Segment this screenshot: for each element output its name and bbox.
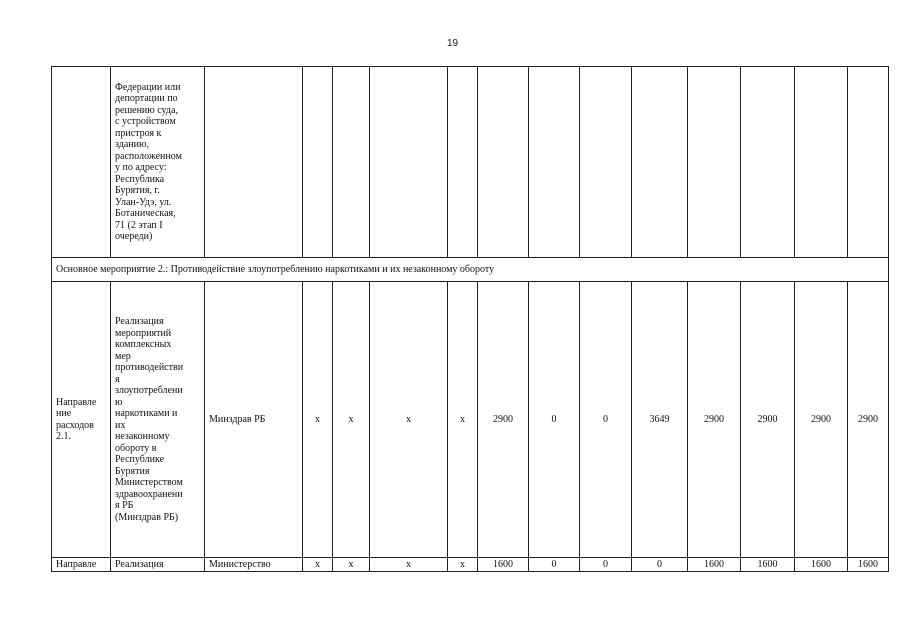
executor-cell: Министерство <box>205 558 303 572</box>
label-cell: Направле ние расходов 2.1. <box>52 282 111 558</box>
label-cell <box>52 67 111 258</box>
value-cell <box>795 67 848 258</box>
code-cell: х <box>333 282 370 558</box>
code-cell: х <box>333 558 370 572</box>
table-row-direction-next <box>52 558 889 572</box>
value-cell: 2900 <box>848 282 889 558</box>
value-cell: 1600 <box>741 558 795 572</box>
value-cell: 0 <box>580 282 632 558</box>
value-cell <box>478 67 529 258</box>
code-cell <box>448 67 478 258</box>
value-cell <box>741 67 795 258</box>
value-cell: 2900 <box>741 282 795 558</box>
value-cell: 1600 <box>688 558 741 572</box>
table-row-section <box>52 258 889 282</box>
code-cell: х <box>448 282 478 558</box>
value-cell: 1600 <box>848 558 889 572</box>
code-cell: х <box>303 558 333 572</box>
label-cell: Направле <box>52 558 111 572</box>
value-cell <box>848 67 889 258</box>
value-cell: 0 <box>580 558 632 572</box>
code-cell <box>303 67 333 258</box>
value-cell: 2900 <box>795 282 848 558</box>
description-cell: Реализация <box>111 558 205 572</box>
value-cell: 2900 <box>688 282 741 558</box>
table-row-continuation <box>52 67 889 258</box>
code-cell <box>370 67 448 258</box>
description-cell: Реализация мероприятий комплексных мер противодействи я злоупотреблени ю наркотиками и их незаконному обороту в Республике Бурятия Министерством здравоохранени я РБ (Минздрав РБ) <box>111 282 205 558</box>
value-cell <box>632 67 688 258</box>
value-cell: 1600 <box>478 558 529 572</box>
code-cell: х <box>448 558 478 572</box>
code-cell: х <box>370 558 448 572</box>
value-cell <box>529 67 580 258</box>
description-cell: Федерации или депортации по решению суда, с устройством пристроя к зданию, расположенном у по адресу: Республика Бурятия, г. Улан-Удэ, ул. Ботаническая, 71 (2 этап I очереди) <box>111 67 205 258</box>
value-cell <box>580 67 632 258</box>
code-cell: х <box>370 282 448 558</box>
executor-cell: Минздрав РБ <box>205 282 303 558</box>
table-row-direction-2-1 <box>52 282 889 558</box>
executor-cell <box>205 67 303 258</box>
section-heading: Основное мероприятие 2.: Противодействие злоупотреблению наркотиками и их незаконному обороту <box>52 258 889 282</box>
value-cell: 2900 <box>478 282 529 558</box>
value-cell: 3649 <box>632 282 688 558</box>
value-cell: 0 <box>529 558 580 572</box>
code-cell <box>333 67 370 258</box>
budget-table <box>51 66 889 572</box>
value-cell: 0 <box>632 558 688 572</box>
value-cell: 0 <box>529 282 580 558</box>
page-number: 19 <box>446 38 459 49</box>
value-cell: 1600 <box>795 558 848 572</box>
code-cell: х <box>303 282 333 558</box>
value-cell <box>688 67 741 258</box>
